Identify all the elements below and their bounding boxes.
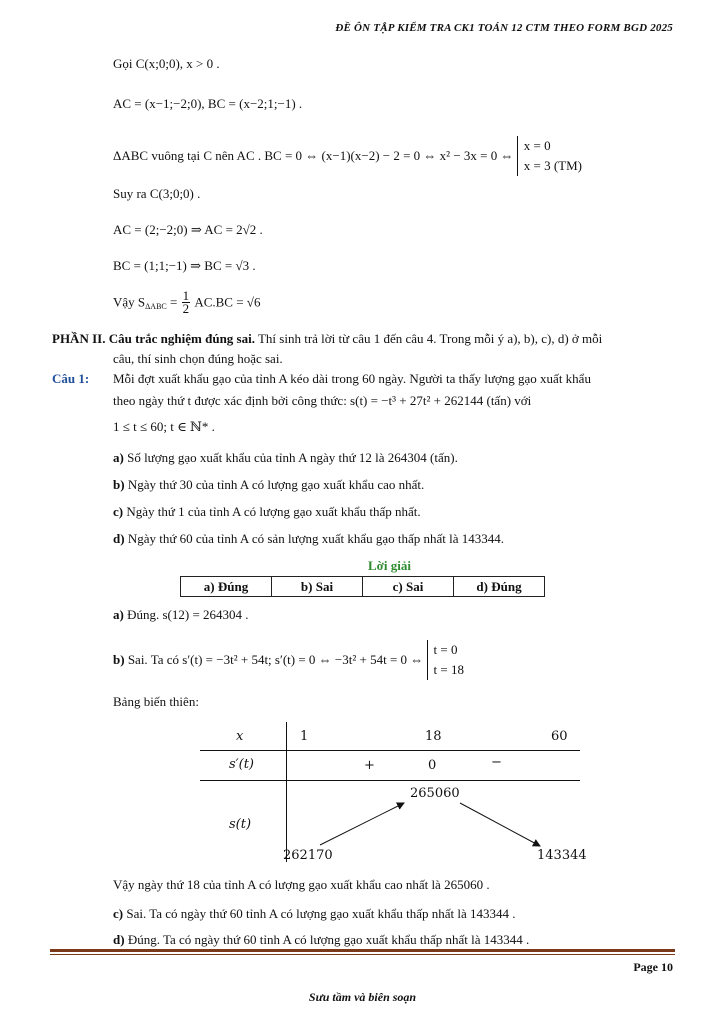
page-number: Page 10 <box>633 960 673 974</box>
case-x3: x = 3 (TM) <box>523 158 582 173</box>
question-text-1: Mỗi đợt xuất khẩu gạo của tỉnh A kéo dài trong 60 ngày. Người ta thấy lượng gạo xuất khẩu <box>113 371 591 386</box>
question-label: Câu 1: <box>52 371 90 386</box>
area-prefix: Vậy S <box>113 294 146 310</box>
answer-cell-d: d) Đúng <box>454 577 545 597</box>
solution-d-text: Đúng. Ta có ngày thứ 60 tỉnh A có lượng gạo xuất khẩu thấp nhất là 143344 . <box>124 932 530 947</box>
line-vectors-ac-bc: AC = (x−1;−2;0), BC = (x−2;1;−1) . <box>113 96 303 111</box>
question-text-2: theo ngày thứ t được xác định bởi công thức: s(t) = −t³ + 27t² + 262144 (tấn) với <box>113 393 532 408</box>
fraction-denominator: 2 <box>182 301 190 316</box>
solution-d <box>113 932 529 948</box>
question-text-3: 1 ≤ t ≤ 60; t ∈ ℕ* . <box>113 419 215 434</box>
solution-d-label: d) <box>113 932 125 947</box>
line-suy-ra: Suy ra C(3;0;0) . <box>113 186 201 201</box>
bbt-sign-plus: + <box>364 758 375 773</box>
bbt-max-value: 265060 <box>410 786 460 801</box>
line-bc-length: BC = (1;1;−1) ⇒ BC = √3 . <box>113 258 256 273</box>
fraction-numerator: 1 <box>182 288 190 303</box>
option-d-label: d) <box>113 531 125 546</box>
part2-description: Thí sinh trả lời từ câu 1 đến câu 4. Trong mỗi ý a), b), c), d) ở mỗi <box>254 331 603 346</box>
arrow-up-icon <box>320 803 404 845</box>
solution-b-text: Sai. Ta có s′(t) = −3t² + 54t; s′(t) = 0 ⇔ −3t² + 54t = 0 ⇔ <box>124 652 424 667</box>
bbt-x3: 60 <box>551 729 568 744</box>
case-t18: t = 18 <box>433 662 464 677</box>
case-t0: t = 0 <box>433 642 458 657</box>
page-header-title: ĐỀ ÔN TẬP KIỂM TRA CK1 TOÁN 12 CTM THEO FORM BGD 2025 <box>335 22 673 34</box>
option-b-label: b) <box>113 477 125 492</box>
option-d-text: Ngày thứ 60 của tỉnh A có sản lượng xuất khẩu gạo thấp nhất là 143344. <box>124 531 505 546</box>
case-x0: x = 0 <box>523 138 551 153</box>
footer-credit: Sưu tầm và biên soạn <box>308 990 417 1004</box>
solution-b-label: b) <box>113 652 125 667</box>
part2-description-cont: câu, thí sinh chọn đúng hoặc sai. <box>113 351 283 366</box>
bbt-row-x: x <box>236 729 244 744</box>
option-a-label: a) <box>113 450 124 465</box>
bbt-x1: 1 <box>300 729 309 744</box>
area-equals: = <box>166 294 181 310</box>
bbt-zero: 0 <box>428 758 437 773</box>
option-a-text: Số lượng gạo xuất khẩu của tỉnh A ngày thứ 12 là 264304 (tấn). <box>123 450 458 465</box>
answer-cell-a: a) Đúng <box>181 577 272 597</box>
line-goi-c: Gọi C(x;0;0), x > 0 . <box>113 56 220 71</box>
option-c-label: c) <box>113 504 124 519</box>
bbt-end-value: 143344 <box>537 848 587 863</box>
bbt-row-derivative: s′(t) <box>229 757 254 772</box>
solution-c-text: Sai. Ta có ngày thứ 60 tỉnh A có lượng gạo xuất khẩu thấp nhất là 143344 . <box>123 906 516 921</box>
option-c-text: Ngày thứ 1 của tỉnh A có lượng gạo xuất khẩu thấp nhất. <box>123 504 421 519</box>
part2-title: PHẦN II. Câu trắc nghiệm đúng sai. <box>52 331 255 346</box>
solution-c-label: c) <box>113 906 124 921</box>
solution-a-text: Đúng. s(12) = 264304 . <box>123 607 249 622</box>
solution-conclusion: Vậy ngày thứ 18 của tỉnh A có lượng gạo xuất khẩu cao nhất là 265060 . <box>113 877 490 892</box>
bbt-row-function: s(t) <box>229 817 252 832</box>
right-angle-equation: ΔABC vuông tại C nên AC . BC = 0 ⇔ (x−1)(x−2) − 2 = 0 ⇔ x² − 3x = 0 ⇔ <box>113 148 514 163</box>
area-suffix: AC.BC = √6 <box>194 294 261 310</box>
bbt-x2: 18 <box>425 729 442 744</box>
line-ac-length: AC = (2;−2;0) ⇒ AC = 2√2 . <box>113 222 263 237</box>
solution-a-label: a) <box>113 607 124 622</box>
footer-rule-thick <box>50 949 675 952</box>
answer-cell-b: b) Sai <box>272 577 363 597</box>
answer-cell-c: c) Sai <box>363 577 454 597</box>
area-subscript: ΔABC <box>145 302 167 312</box>
bbt-sign-minus: − <box>491 755 502 770</box>
bbt-label: Bảng biến thiên: <box>113 694 199 709</box>
footer-rule-thin <box>50 954 675 955</box>
option-b-text: Ngày thứ 30 của tỉnh A có lượng gạo xuất khẩu cao nhất. <box>124 477 425 492</box>
solution-c <box>113 906 516 922</box>
bbt-start-value: 262170 <box>283 848 333 863</box>
arrow-down-icon <box>460 803 540 846</box>
solution-title: Lời giải <box>368 558 411 573</box>
